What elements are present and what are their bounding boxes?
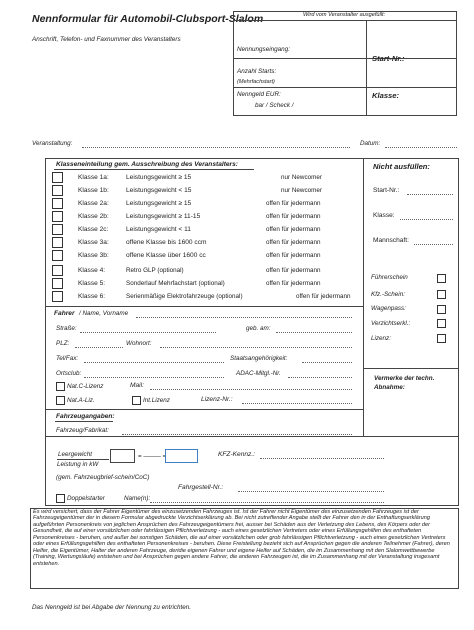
starts-count-label: Anzahl Starts: <box>237 68 277 75</box>
class-2c-name: Klasse 2c: <box>78 226 109 233</box>
names-line[interactable] <box>150 502 384 503</box>
class-4-desc: Retro GLP (optional) <box>126 267 184 274</box>
class-2c-desc: Leistungsgewicht < 11 <box>126 226 191 233</box>
class-2b-desc: Leistungsgewicht ≥ 11-15 <box>126 213 201 220</box>
class-1a-checkbox[interactable] <box>52 172 63 183</box>
heading-underline <box>55 421 113 422</box>
class-5-checkbox[interactable] <box>52 278 63 289</box>
vehicle-heading: Fahrzeugangaben: <box>56 413 115 420</box>
class-3a-note: offen für jedermann <box>266 239 321 246</box>
city-line[interactable] <box>160 347 352 348</box>
per-vehicle-document-label: (gem. Fahrzeugbrief-schein/CoC) <box>56 474 150 481</box>
office-team-line[interactable] <box>414 244 453 245</box>
city-label: Wohnort: <box>126 340 152 347</box>
driver-name-line[interactable] <box>136 317 352 318</box>
class-3a-name: Klasse 3a: <box>78 239 109 246</box>
multi-start-label: (Mehrfachstart) <box>237 79 275 85</box>
empty-weight-label: Leergewicht <box>58 451 92 458</box>
chassis-number-label: Fahrgestell-Nr.: <box>178 484 224 491</box>
organizer-box-caption: Wird vom Veranstalter ausgefüllt: <box>303 12 386 18</box>
class-1b-name: Klasse 1b: <box>78 187 109 194</box>
class-2a-name: Klasse 2a: <box>78 200 109 207</box>
zip-label: PLZ: <box>56 340 70 347</box>
fee-payment-note: Das Nenngeld ist bei Abgabe der Nennung zu entrichten. <box>32 604 192 611</box>
event-label: Veranstaltung: <box>32 140 73 147</box>
class-2b-name: Klasse 2b: <box>78 213 109 220</box>
chassis-number-line[interactable] <box>238 491 384 492</box>
class-1a-name: Klasse 1a: <box>78 174 109 181</box>
registration-check-box[interactable] <box>437 290 446 299</box>
office-class-line[interactable] <box>400 219 453 220</box>
office-use-heading: Nicht ausfüllen: <box>373 162 430 171</box>
date-label: Datum: <box>360 140 381 147</box>
waiver-check-label: Verzichtserkl.: <box>371 320 411 327</box>
nat-c-license-label: Nat.C-Lizenz <box>67 383 104 390</box>
class-5-name: Klasse 5: <box>78 280 106 287</box>
mail-line[interactable] <box>150 389 352 390</box>
organizer-box <box>233 11 457 116</box>
int-license-label: Int.Lizenz <box>143 397 170 404</box>
start-number-label: Start-Nr.: <box>372 54 405 63</box>
nationality-line[interactable] <box>302 362 352 363</box>
ratio-equals: = ––––– = <box>138 453 167 460</box>
divider <box>366 20 367 116</box>
class-1b-checkbox[interactable] <box>52 185 63 196</box>
license-check-label: Führerschein <box>371 274 408 281</box>
class-label: Klasse: <box>372 91 400 100</box>
payment-method-label: bar / Scheck / <box>255 102 294 109</box>
entry-date-label: Nennungseingang: <box>237 46 290 53</box>
class-3a-checkbox[interactable] <box>52 237 63 248</box>
vehicle-make-label: Fahrzeug/Fabrikat: <box>56 427 109 434</box>
street-line[interactable] <box>80 332 216 333</box>
fraction-line <box>57 459 109 460</box>
adac-member-line[interactable] <box>288 377 352 378</box>
class-3b-note: offen für jedermann <box>266 252 321 259</box>
club-line[interactable] <box>84 377 224 378</box>
class-1b-desc: Leistungsgewicht < 15 <box>126 187 192 194</box>
nationality-label: Staatsangehörigkeit: <box>230 355 288 362</box>
class-2c-checkbox[interactable] <box>52 224 63 235</box>
licence-card-check-label: Lizenz: <box>371 335 391 342</box>
class-4-note: offen für jedermann <box>266 267 321 274</box>
class-3b-desc: offene Klasse über 1600 cc <box>126 252 206 259</box>
class-6-checkbox[interactable] <box>52 291 63 302</box>
class-3b-checkbox[interactable] <box>52 250 63 261</box>
disclaimer-text: Es wird versichert, dass der Fahrer Eigentümer des einzusetzenden Fahrzeuges ist. Ist der Fahrer nicht Eigentümer des einzusetzenden Fahrzeuges ist der Fahrzeugeigentümer der in diesem Formular abgedruckte Verzichtserklärung ab. Bei nicht zutreffender Angabe stellt der Fahrer den in der Enthaftungserklärung aufgeführten Personenkreis von jeglichen Ansprüchen des Fahrzeugeigentümers frei, ausser bei Schäden aus der Verletzung des Lebens, des Körpers oder der Gesundheit, die auf einer vorsätzlichen oder fahrlässigen Pflichtverletzung - auch eines gesetzlichen Vertreters oder eines Erfüllungsgehilfen des enthafteten Personenkreises - beruhen, und außer bei sonstigen Schäden, die auf einer vorsätzlichen oder grob fahrlässigen Pflichtverletzung - auch eines gesetzlichen Vertreters oder eines Erfüllungsgehilfen des enthafteten Personenkreises - beruhen. Diese Freistellung bezieht sich auf Ansprüchen gegen die anderen Teilnehmer (Fahrer), deren Helfer, die Eigentümer, Halter der anderen Fahrzeuge, deridie eigenen Fahrer und eigene Helfer auf Schäden, die im Zusammenhang mit den Slalomwettbewerbe (Training, Wertungsläufe) entstehen und bei Ansprüchen gegen andere Fahrer, die anderen Fahrzeugen ist, die im Zusammenhang mit der Veranstaltung insgesamt entstehen. <box>33 509 450 567</box>
registration-check-label: Kfz.-Schein: <box>371 291 405 298</box>
license-check-box[interactable] <box>437 274 446 283</box>
street-label: Straße: <box>56 325 77 332</box>
organizer-address-label: Anschrift, Telefon- und Faxnummer des Veranstalters <box>32 36 181 43</box>
divider <box>363 368 459 369</box>
driver-name-label: / Name, Vorname <box>79 310 129 317</box>
class-2c-note: offen für jedermann <box>266 226 321 233</box>
weight-power-input-left[interactable] <box>110 449 135 463</box>
event-input-line[interactable] <box>82 147 350 148</box>
office-start-number-label: Start-Nr.: <box>373 187 400 194</box>
class-1a-note: nur Newcomer <box>281 174 322 181</box>
vehicle-make-line[interactable] <box>122 434 352 435</box>
class-6-desc: Serienmäßige Elektrofahrzeuge (optional) <box>126 293 243 300</box>
phone-fax-label: Tel/Fax: <box>56 355 79 362</box>
classes-heading: Klasseneinteilung gem. Ausschreibung des Veranstalters: <box>56 161 238 168</box>
office-class-label: Klasse: <box>373 212 395 219</box>
class-2b-note: offen für jedermann <box>266 213 321 220</box>
class-5-desc: Sonderlauf Mehrfachstart (optional) <box>126 280 225 287</box>
license-plate-label: KFZ-Kennz.: <box>218 451 256 458</box>
phone-fax-line[interactable] <box>84 362 224 363</box>
heading-underline <box>54 169 254 170</box>
license-plate-line[interactable] <box>260 458 384 459</box>
divider <box>45 436 459 437</box>
divider <box>363 158 364 436</box>
weight-power-ratio-input[interactable] <box>165 449 198 463</box>
class-6-name: Klasse 6: <box>78 293 106 300</box>
class-6-note: offen für jedermann <box>296 293 351 300</box>
nat-c-license-checkbox[interactable] <box>56 382 65 391</box>
divider <box>233 58 457 59</box>
office-start-number-line[interactable] <box>407 194 453 195</box>
class-3b-name: Klasse 3b: <box>78 252 109 259</box>
form-title: Nennformular für Automobil-Clubsport-Slalom <box>32 13 264 25</box>
car-pass-check-box[interactable] <box>437 305 446 314</box>
tech-inspection-remarks-label: Vermerke der techn. Abnahme: <box>374 375 435 391</box>
waiver-check-box[interactable] <box>437 319 446 328</box>
birth-date-label: geb. am: <box>246 325 271 332</box>
class-2a-checkbox[interactable] <box>52 198 63 209</box>
class-3a-desc: offene Klasse bis 1600 ccm <box>126 239 207 246</box>
power-kw-label: Leistung in kW <box>57 461 99 468</box>
names-label: Name(n): <box>124 495 151 502</box>
divider <box>45 306 363 307</box>
nat-a-license-label: Nat.A-Liz. <box>67 397 95 404</box>
license-number-label: Lizenz-Nr.: <box>201 396 233 403</box>
class-2a-note: offen für jedermann <box>266 200 321 207</box>
int-license-checkbox[interactable] <box>132 396 141 405</box>
office-team-label: Mannschaft: <box>373 237 409 244</box>
class-4-name: Klasse 4: <box>78 267 106 274</box>
car-pass-check-label: Wagenpass: <box>371 305 406 312</box>
adac-member-label: ADAC-Mitgl.-Nr. <box>236 370 281 377</box>
class-2a-desc: Leistungsgewicht ≥ 15 <box>126 200 192 207</box>
nat-a-license-checkbox[interactable] <box>56 396 65 405</box>
double-starter-label: Doppelstarter <box>67 495 105 502</box>
fee-label: Nenngeld EUR: <box>237 91 281 98</box>
divider <box>45 409 363 410</box>
birth-date-line[interactable] <box>276 332 352 333</box>
date-input-line[interactable] <box>385 147 457 148</box>
class-2b-checkbox[interactable] <box>52 211 63 222</box>
licence-card-check-box[interactable] <box>437 334 446 343</box>
class-4-checkbox[interactable] <box>52 265 63 276</box>
class-1a-desc: Leistungsgewicht ≥ 15 <box>126 174 192 181</box>
class-1b-note: nur Newcomer <box>281 187 322 194</box>
license-number-line[interactable] <box>242 403 352 404</box>
class-5-note: offen für jedermann <box>266 280 321 287</box>
zip-line[interactable] <box>75 347 123 348</box>
divider <box>233 20 457 21</box>
mail-label: Mail: <box>130 382 144 389</box>
double-starter-checkbox[interactable] <box>56 494 65 503</box>
club-label: Ortsclub: <box>56 370 82 377</box>
driver-label: Fahrer <box>54 310 75 317</box>
divider <box>233 87 457 88</box>
